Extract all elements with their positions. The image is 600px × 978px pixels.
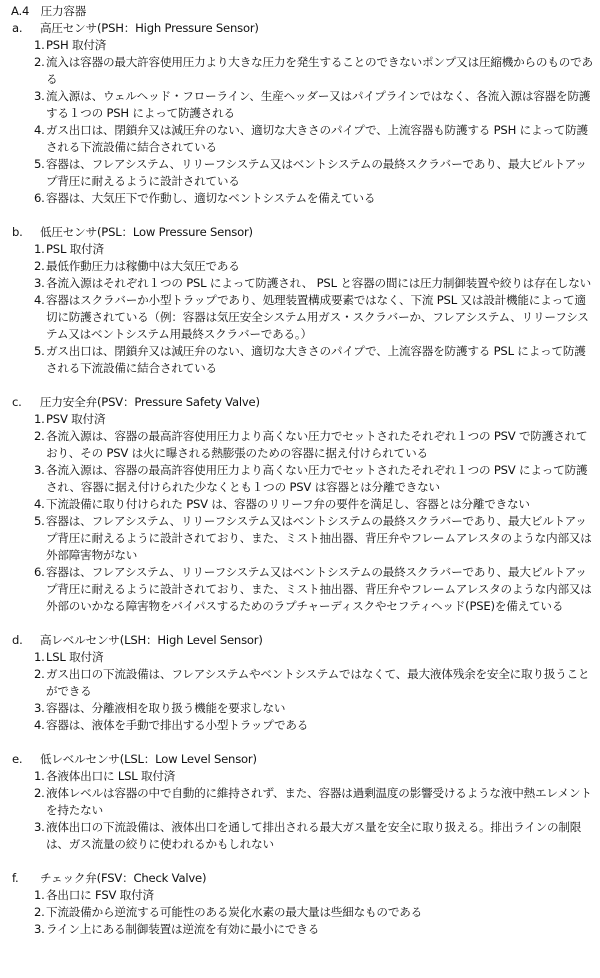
section-heading (12, 394, 598, 411)
section-letter: b. (12, 225, 23, 239)
item-number: 4. (34, 718, 45, 732)
section-title: 高レベルセンサ(LSH：High Level Sensor) (40, 633, 263, 647)
list-item (10, 819, 596, 853)
item-number: 3. (34, 276, 45, 290)
item-text: 容器は、フレアシステム、リリーフシステム又はベントシステムの最終スクラバーであり、最大ビルトアップ背圧に耐えるように設計されている (46, 157, 587, 188)
list-item (10, 54, 596, 88)
list-item (10, 666, 596, 700)
item-number: 2. (34, 667, 45, 681)
section-title: 低レベルセンサ(LSL：Low Level Sensor) (40, 752, 257, 766)
section-heading (12, 632, 598, 649)
list-item (10, 37, 596, 54)
section-letter: a. (12, 21, 23, 35)
item-number: 2. (34, 259, 45, 273)
item-number: 2. (34, 905, 45, 919)
item-text: 下流設備から逆流する可能性のある炭化水素の最大量は些細なものである (46, 905, 422, 919)
item-text: 容器は、液体を手動で排出する小型トラップである (46, 718, 309, 732)
list-item (10, 496, 596, 513)
list-item (10, 717, 596, 734)
section-d (10, 632, 598, 734)
section-letter: e. (12, 752, 23, 766)
item-number: 4. (34, 293, 45, 307)
item-text: PSL 取付済 (46, 242, 104, 256)
item-number: 1. (34, 650, 45, 664)
item-text: 最低作動圧力は稼働中は大気圧である (46, 259, 240, 273)
item-number: 2. (34, 429, 45, 443)
section-heading (12, 224, 598, 241)
list-item (10, 258, 596, 275)
list-item (10, 700, 596, 717)
section-c (10, 394, 598, 615)
item-number: 3. (34, 463, 45, 477)
section-e (10, 751, 598, 853)
list-item (10, 904, 596, 921)
section-heading (12, 751, 598, 768)
list-item (10, 88, 596, 122)
list-item (10, 275, 596, 292)
list-item (10, 428, 596, 462)
item-number: 5. (34, 514, 45, 528)
list-item (10, 513, 596, 564)
item-text: ガス出口は、閉鎖弁又は減圧弁のない、適切な大きさのパイプで、上流容器も防護する PSH によって防護される下流設備に結合されている (46, 123, 588, 154)
item-number: 2. (34, 786, 45, 800)
item-text: 流入は容器の最大許容使用圧力より大きな圧力を発生することのできないポンプ又は圧縮機からのものである (46, 55, 593, 86)
item-text: 各流入源は、容器の最高許容使用圧力より高くない圧力でセットされたそれぞれ１つの PSV によって防護され、容器に据え付けられた少なくとも１つの PSV は容器とは分離できない (46, 463, 588, 494)
item-list (10, 768, 598, 853)
sections-container (10, 20, 598, 938)
item-list (10, 37, 598, 207)
list-item (10, 122, 596, 156)
item-number: 1. (34, 242, 45, 256)
section-letter: c. (12, 395, 22, 409)
item-text: 各流入源はそれぞれ１つの PSL によって防護され、 PSL と容器の間には圧力制御装置や絞りは存在しない (46, 276, 591, 290)
section-heading (12, 20, 598, 37)
item-list (10, 649, 598, 734)
item-text: 液体レベルは容器の中で自動的に維持されず、また、容器は過剰温度の影響受けるような液中熱エレメントを持たない (46, 786, 592, 817)
list-item (10, 649, 596, 666)
item-list (10, 241, 598, 377)
section-a (10, 20, 598, 207)
item-text: ガス出口の下流設備は、フレアシステムやベントシステムではなくて、最大液体残余を安全に取り扱うことができる (46, 667, 590, 698)
item-list (10, 887, 598, 938)
item-text: 各液体出口に LSL 取付済 (46, 769, 176, 783)
section-title: チェック弁(FSV：Check Valve) (40, 871, 207, 885)
list-item (10, 241, 596, 258)
item-text: 各流入源は、容器の最高許容使用圧力より高くない圧力でセットされたそれぞれ１つの PSV で防護されており、その PSV は火に曝される熱膨張のための容器に据え付けられている (46, 429, 588, 460)
document-title: A.4 圧力容器 (11, 4, 87, 18)
list-item (10, 564, 596, 615)
item-text: 各出口に FSV 取付済 (46, 888, 154, 902)
list-item (10, 156, 596, 190)
section-title: 圧力安全弁(PSV：Pressure Safety Valve) (40, 395, 260, 409)
item-number: 3. (34, 820, 45, 834)
item-number: 6. (34, 191, 45, 205)
item-number: 3. (34, 701, 45, 715)
list-item (10, 411, 596, 428)
item-number: 2. (34, 55, 45, 69)
item-text: 下流設備に取り付けられた PSV は、容器のリリーフ弁の要件を満足し、容器とは分離できない (46, 497, 530, 511)
item-number: 1. (34, 412, 45, 426)
item-number: 6. (34, 565, 45, 579)
item-text: PSV 取付済 (46, 412, 106, 426)
item-number: 3. (34, 89, 45, 103)
item-text: 流入源は、ウェルヘッド・フローライン、生産ヘッダー又はパイプラインではなく、各流入源は容器を防護する１つの PSH によって防護される (46, 89, 591, 120)
list-item (10, 343, 596, 377)
item-text: 容器は、大気圧下で作動し、適切なベントシステムを備えている (46, 191, 376, 205)
list-item (10, 292, 596, 343)
item-number: 5. (34, 344, 45, 358)
item-text: 容器は、フレアシステム、リリーフシステム又はベントシステムの最終スクラバーであり、最大ビルトアップ背圧に耐えるように設計されており、また、ミスト抽出器、背圧弁やフレームアレスタのような内部又は外部障害物がない (46, 514, 592, 562)
section-letter: d. (12, 633, 23, 647)
list-item (10, 462, 596, 496)
section-heading (12, 870, 598, 887)
list-item (10, 921, 596, 938)
item-text: 容器は、フレアシステム、リリーフシステム又はベントシステムの最終スクラバーであり、最大ビルトアップ背圧に耐えるように設計されており、また、ミスト抽出器、背圧弁やフレームアレスタのような内部又は外部のいかなる障害物をバイパスするためのラプチャーディスクやセフティヘッド(PSE)を備えている (46, 565, 592, 613)
item-number: 1. (34, 769, 45, 783)
item-number: 4. (34, 497, 45, 511)
item-number: 1. (34, 38, 45, 52)
section-b (10, 224, 598, 377)
item-number: 4. (34, 123, 45, 137)
section-title: 低圧センサ(PSL：Low Pressure Sensor) (40, 225, 253, 239)
list-item (10, 768, 596, 785)
item-text: 容器はスクラバーか小型トラップであり、処理装置構成要素ではなく、下流 PSL 又は設計機能によって適切に防護されている（例：容器は気圧安全システム用ガス・スクラバーか、フレアシステム、リリーフシステム又はベントシステム用最終スクラバーである。） (46, 293, 589, 341)
section-letter: f. (12, 871, 19, 885)
item-text: ライン上にある制御装置は逆流を有効に最小にできる (46, 922, 320, 936)
item-text: 容器は、分離液相を取り扱う機能を要求しない (46, 701, 286, 715)
list-item (10, 190, 596, 207)
item-text: LSL 取付済 (46, 650, 104, 664)
item-number: 3. (34, 922, 45, 936)
item-text: PSH 取付済 (46, 38, 107, 52)
item-number: 5. (34, 157, 45, 171)
section-title: 高圧センサ(PSH：High Pressure Sensor) (40, 21, 259, 35)
item-text: ガス出口は、閉鎖弁又は減圧弁のない、適切な大きさのパイプで、上流容器を防護する PSL によって防護される下流設備に結合されている (46, 344, 586, 375)
list-item (10, 785, 596, 819)
item-list (10, 411, 598, 615)
item-text: 液体出口の下流設備は、液体出口を通して排出される最大ガス量を安全に取り扱える。排出ラインの制限は、ガス流量の絞りに使われるかもしれない (46, 820, 582, 851)
list-item (10, 887, 596, 904)
item-number: 1. (34, 888, 45, 902)
section-f (10, 870, 598, 938)
